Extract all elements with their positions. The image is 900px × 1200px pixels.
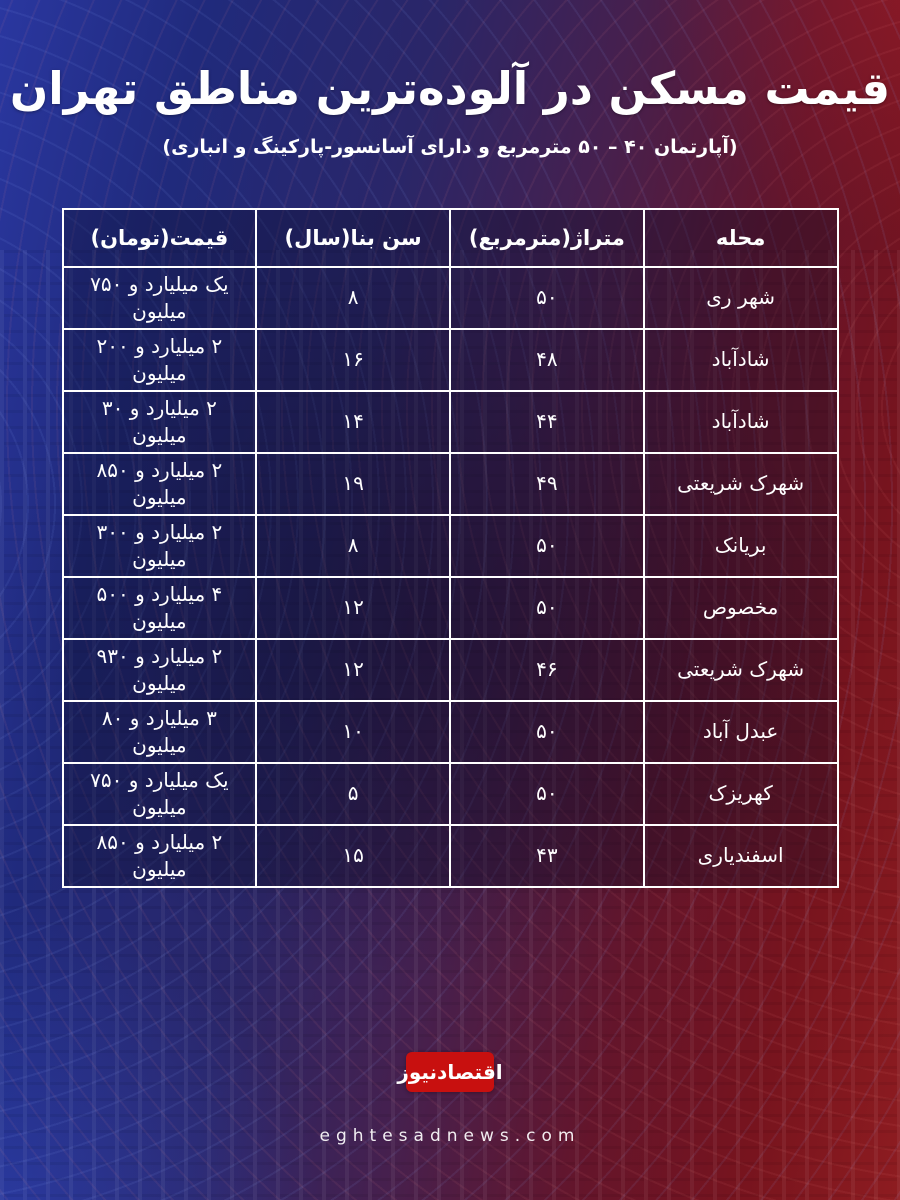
- column-header-neighborhood: محله: [644, 209, 838, 267]
- column-header-age: سن بنا(سال): [256, 209, 450, 267]
- logo-text: اقتصادنیوز: [397, 1060, 503, 1084]
- cell-area: ۴۶: [450, 639, 644, 701]
- cell-neighborhood: شهرک شریعتی: [644, 639, 838, 701]
- cell-neighborhood: کهریزک: [644, 763, 838, 825]
- cell-age: ۵: [256, 763, 450, 825]
- cell-price: ۲ میلیارد و ۸۵۰ میلیون: [63, 825, 257, 887]
- cell-age: ۱۴: [256, 391, 450, 453]
- cell-area: ۴۸: [450, 329, 644, 391]
- cell-price: یک میلیارد و ۷۵۰ میلیون: [63, 763, 257, 825]
- cell-neighborhood: مخصوص: [644, 577, 838, 639]
- cell-age: ۱۶: [256, 329, 450, 391]
- cell-price: ۳ میلیارد و ۸۰ میلیون: [63, 701, 257, 763]
- cell-age: ۱۵: [256, 825, 450, 887]
- website-url: eghtesadnews.com: [319, 1126, 581, 1146]
- column-header-price: قیمت(تومان): [63, 209, 257, 267]
- cell-neighborhood: شادآباد: [644, 329, 838, 391]
- cell-area: ۵۰: [450, 515, 644, 577]
- cell-area: ۵۰: [450, 267, 644, 329]
- cell-neighborhood: شهرک شریعتی: [644, 453, 838, 515]
- cell-age: ۱۹: [256, 453, 450, 515]
- cell-price: ۲ میلیارد و ۹۳۰ میلیون: [63, 639, 257, 701]
- cell-area: ۴۳: [450, 825, 644, 887]
- cell-area: ۵۰: [450, 763, 644, 825]
- cell-neighborhood: شهر ری: [644, 267, 838, 329]
- cell-price: یک میلیارد و ۷۵۰ میلیون: [63, 267, 257, 329]
- cell-area: ۵۰: [450, 577, 644, 639]
- cell-price: ۲ میلیارد و ۳۰۰ میلیون: [63, 515, 257, 577]
- table-row: [63, 701, 838, 763]
- cell-neighborhood: شادآباد: [644, 391, 838, 453]
- table-row: [63, 639, 838, 701]
- housing-price-table: [62, 208, 839, 888]
- cell-age: ۱۲: [256, 577, 450, 639]
- cell-age: ۱۰: [256, 701, 450, 763]
- table-row: [63, 763, 838, 825]
- cell-age: ۸: [256, 515, 450, 577]
- cell-age: ۸: [256, 267, 450, 329]
- cell-neighborhood: بریانک: [644, 515, 838, 577]
- cell-price: ۲ میلیارد و ۲۰۰ میلیون: [63, 329, 257, 391]
- table-row: [63, 577, 838, 639]
- table-row: [63, 267, 838, 329]
- cell-neighborhood: اسفندیاری: [644, 825, 838, 887]
- table-row: [63, 329, 838, 391]
- table-header-row: [63, 209, 838, 267]
- cell-area: ۵۰: [450, 701, 644, 763]
- cell-neighborhood: عبدل آباد: [644, 701, 838, 763]
- table-row: [63, 825, 838, 887]
- cell-price: ۴ میلیارد و ۵۰۰ میلیون: [63, 577, 257, 639]
- cell-area: ۴۹: [450, 453, 644, 515]
- table-row: [63, 515, 838, 577]
- cell-area: ۴۴: [450, 391, 644, 453]
- cell-age: ۱۲: [256, 639, 450, 701]
- page-title: قیمت مسکن در آلوده‌ترین مناطق تهران: [9, 62, 891, 115]
- cell-price: ۲ میلیارد و ۳۰ میلیون: [63, 391, 257, 453]
- eghtesadnews-logo: [397, 1052, 503, 1092]
- table-body: [63, 267, 838, 887]
- column-header-area: متراژ(مترمربع): [450, 209, 644, 267]
- table-header: [63, 209, 838, 267]
- table-row: [63, 391, 838, 453]
- table-row: [63, 453, 838, 515]
- cell-price: ۲ میلیارد و ۸۵۰ میلیون: [63, 453, 257, 515]
- page-subtitle: (آپارتمان ۴۰ – ۵۰ مترمربع و دارای آسانسور-پارکینگ و انباری): [162, 135, 738, 158]
